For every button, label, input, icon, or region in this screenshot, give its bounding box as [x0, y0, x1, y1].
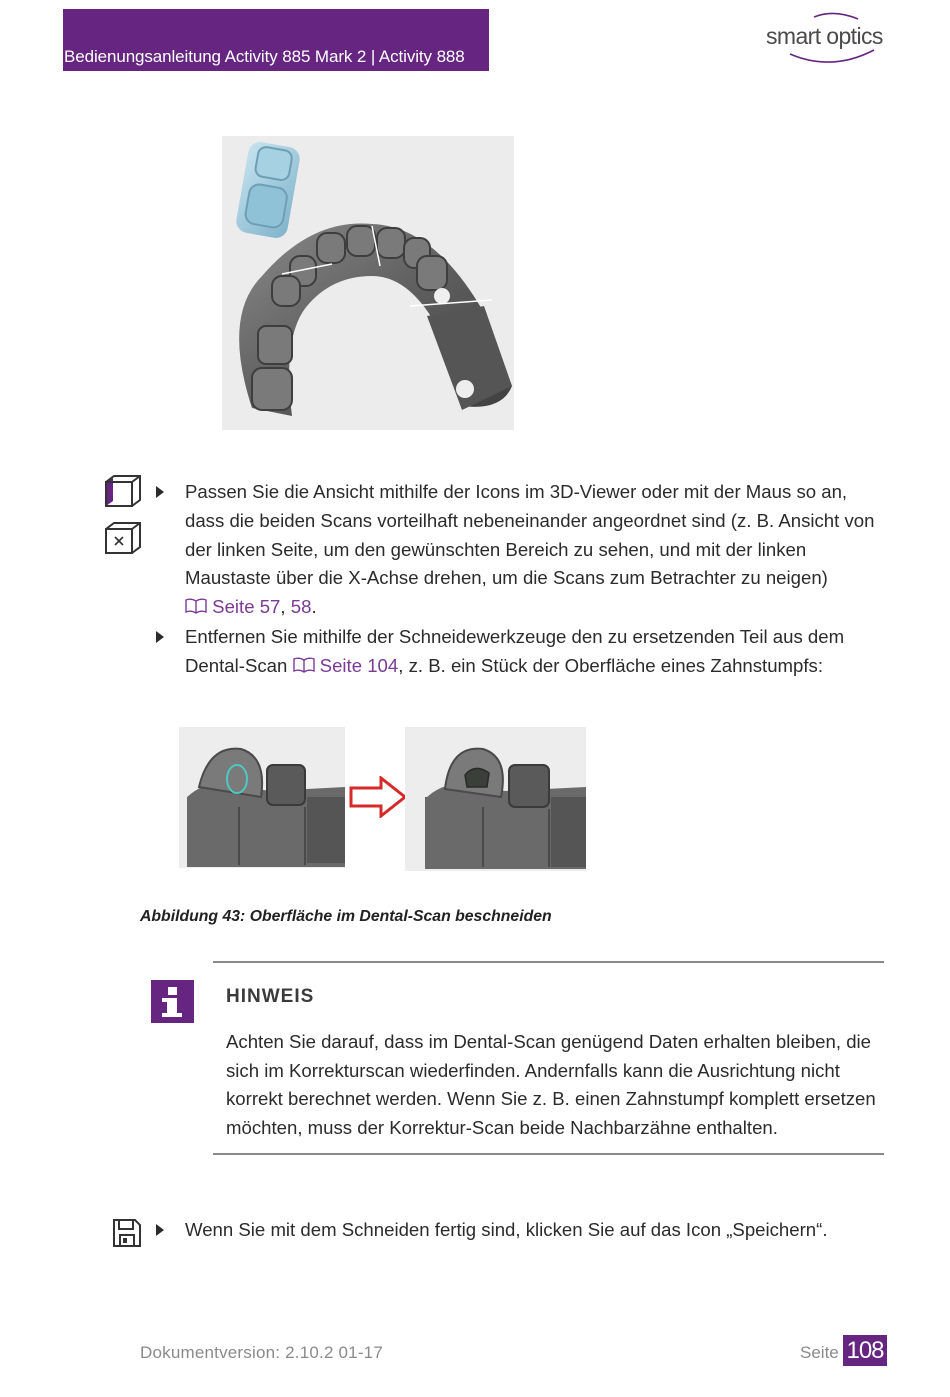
save-icon[interactable] [112, 1218, 142, 1253]
bullet-arrow-icon [155, 485, 165, 499]
figure-caption: Abbildung 43: Oberfläche im Dental-Scan beschneiden [140, 908, 552, 925]
cube-view-x-axis-icon[interactable] [104, 521, 142, 560]
smart-optics-logo [762, 10, 886, 68]
step-1-text [185, 478, 875, 622]
bullet-arrow-icon [155, 630, 165, 644]
arch-scan-image [222, 136, 514, 430]
note-title: HINWEIS [226, 986, 315, 1007]
step-1-ref-second[interactable]: 58 [290, 596, 312, 618]
step-2-text [185, 623, 875, 681]
note-bottom-rule [213, 1153, 884, 1155]
scan-after-cut-image [405, 727, 586, 871]
step-2-page-ref[interactable] [293, 655, 399, 676]
logo-text: smart optics [766, 23, 883, 49]
step-3-text: Wenn Sie mit dem Schneiden fertig sind, klicken Sie auf das Icon „Speichern“. [185, 1219, 828, 1240]
book-icon [293, 657, 315, 673]
manual-title: Bedienungsanleitung Activity 885 Mark 2 | Activity 888 [64, 47, 465, 66]
step-2-body: Entfernen Sie mithilfe der Schneidewerkzeuge den zu ersetzenden Teil aus dem Dental-Scan [185, 626, 845, 676]
info-icon [151, 980, 194, 1023]
scan-before-cut-image [179, 727, 345, 868]
step-2-ref[interactable]: Seite 104 [319, 654, 399, 676]
cube-view-left-icon[interactable] [104, 474, 142, 513]
right-arrow-icon [349, 776, 407, 823]
bullet-arrow-icon [155, 1223, 165, 1237]
page-number: 108 [843, 1335, 887, 1366]
note-top-rule [213, 961, 884, 963]
book-icon [185, 598, 207, 614]
page-label: Seite [800, 1343, 839, 1362]
step-1-ref-sep: , [280, 596, 291, 618]
document-version: Dokumentversion: 2.10.2 01-17 [140, 1343, 383, 1362]
step-1-page-ref[interactable] [185, 596, 280, 617]
note-body: Achten Sie darauf, dass im Dental-Scan genügend Daten erhalten bleiben, die sich im Korrekturscan wiederfinden. Andernfalls kann die Ausrichtung nicht korrekt berechnet werden. Wenn Sie z. B. einen Zahnstumpf komplett ersetzen möchten, muss der Korrektur-Scan beide Nachbarzähne enthalten. [226, 1031, 876, 1138]
step-2-tail: , z. B. ein Stück der Oberfläche eines Zahnstumpfs: [398, 654, 824, 676]
step-1-period: . [311, 596, 317, 618]
step-1-body: Passen Sie die Ansicht mithilfe der Icons im 3D-Viewer oder mit der Maus so an, dass die beiden Scans vorteilhaft nebeneinander angeordnet sind (z. B. Ansicht von der linken Seite, um den gewünschten Bereich zu sehen, und mit der linken Maustaste über die X-Achse drehen, um die Scans zum Betrachter zu neigen) [185, 481, 875, 589]
step-1-ref-first[interactable]: Seite 57 [212, 596, 281, 618]
